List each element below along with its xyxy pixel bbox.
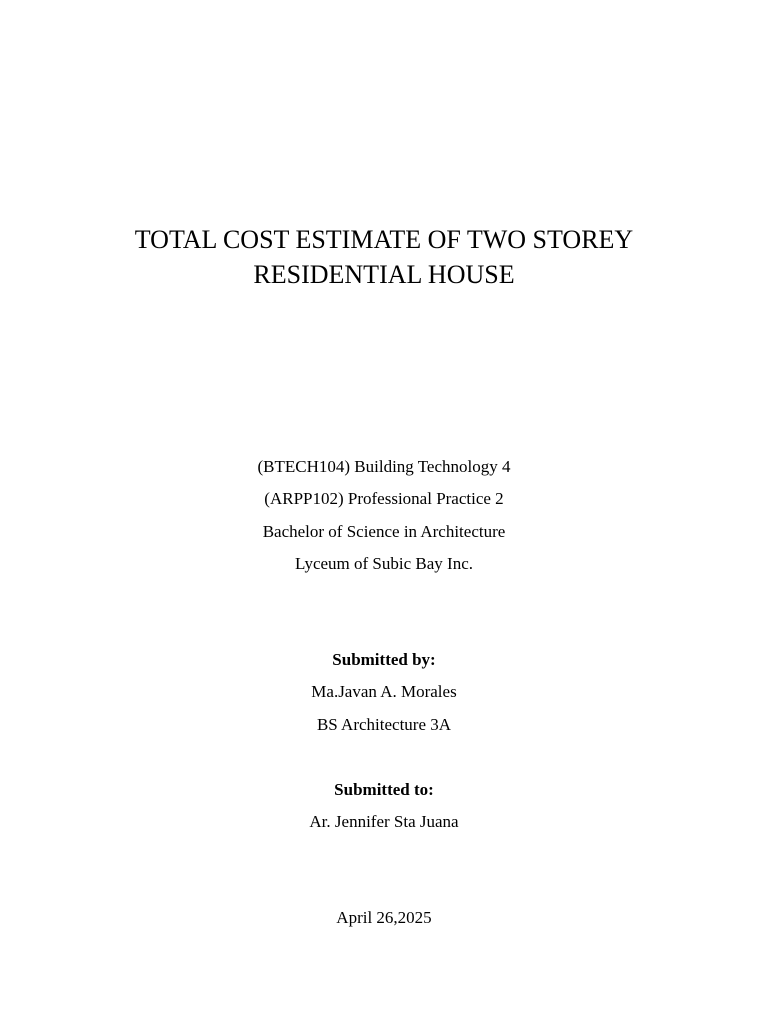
course-code-btech: (BTECH104) Building Technology 4 bbox=[257, 457, 511, 476]
submitter-name: Ma.Javan A. Morales bbox=[311, 682, 457, 702]
submitted-to-block bbox=[0, 774, 768, 839]
submission-date: April 26,2025 bbox=[336, 908, 432, 927]
title-line-2: RESIDENTIAL HOUSE bbox=[253, 260, 515, 289]
institution-name: Lyceum of Subic Bay Inc. bbox=[295, 553, 473, 573]
submitter-section: BS Architecture 3A bbox=[316, 714, 452, 734]
course-info-block bbox=[0, 451, 768, 580]
course-code-arpp: (ARPP102) Professional Practice 2 bbox=[264, 489, 504, 509]
recipient-name: Ar. Jennifer Sta Juana bbox=[309, 812, 459, 832]
degree-program: Bachelor of Science in Architecture bbox=[262, 521, 506, 541]
title-line-1: TOTAL COST ESTIMATE OF TWO STOREY bbox=[134, 225, 634, 254]
submitted-to-heading: Submitted to: bbox=[334, 780, 434, 799]
submission-date-block bbox=[0, 902, 768, 934]
document-title bbox=[0, 222, 768, 292]
submitted-by-heading: Submitted by: bbox=[332, 650, 436, 669]
submitted-by-block bbox=[0, 644, 768, 741]
